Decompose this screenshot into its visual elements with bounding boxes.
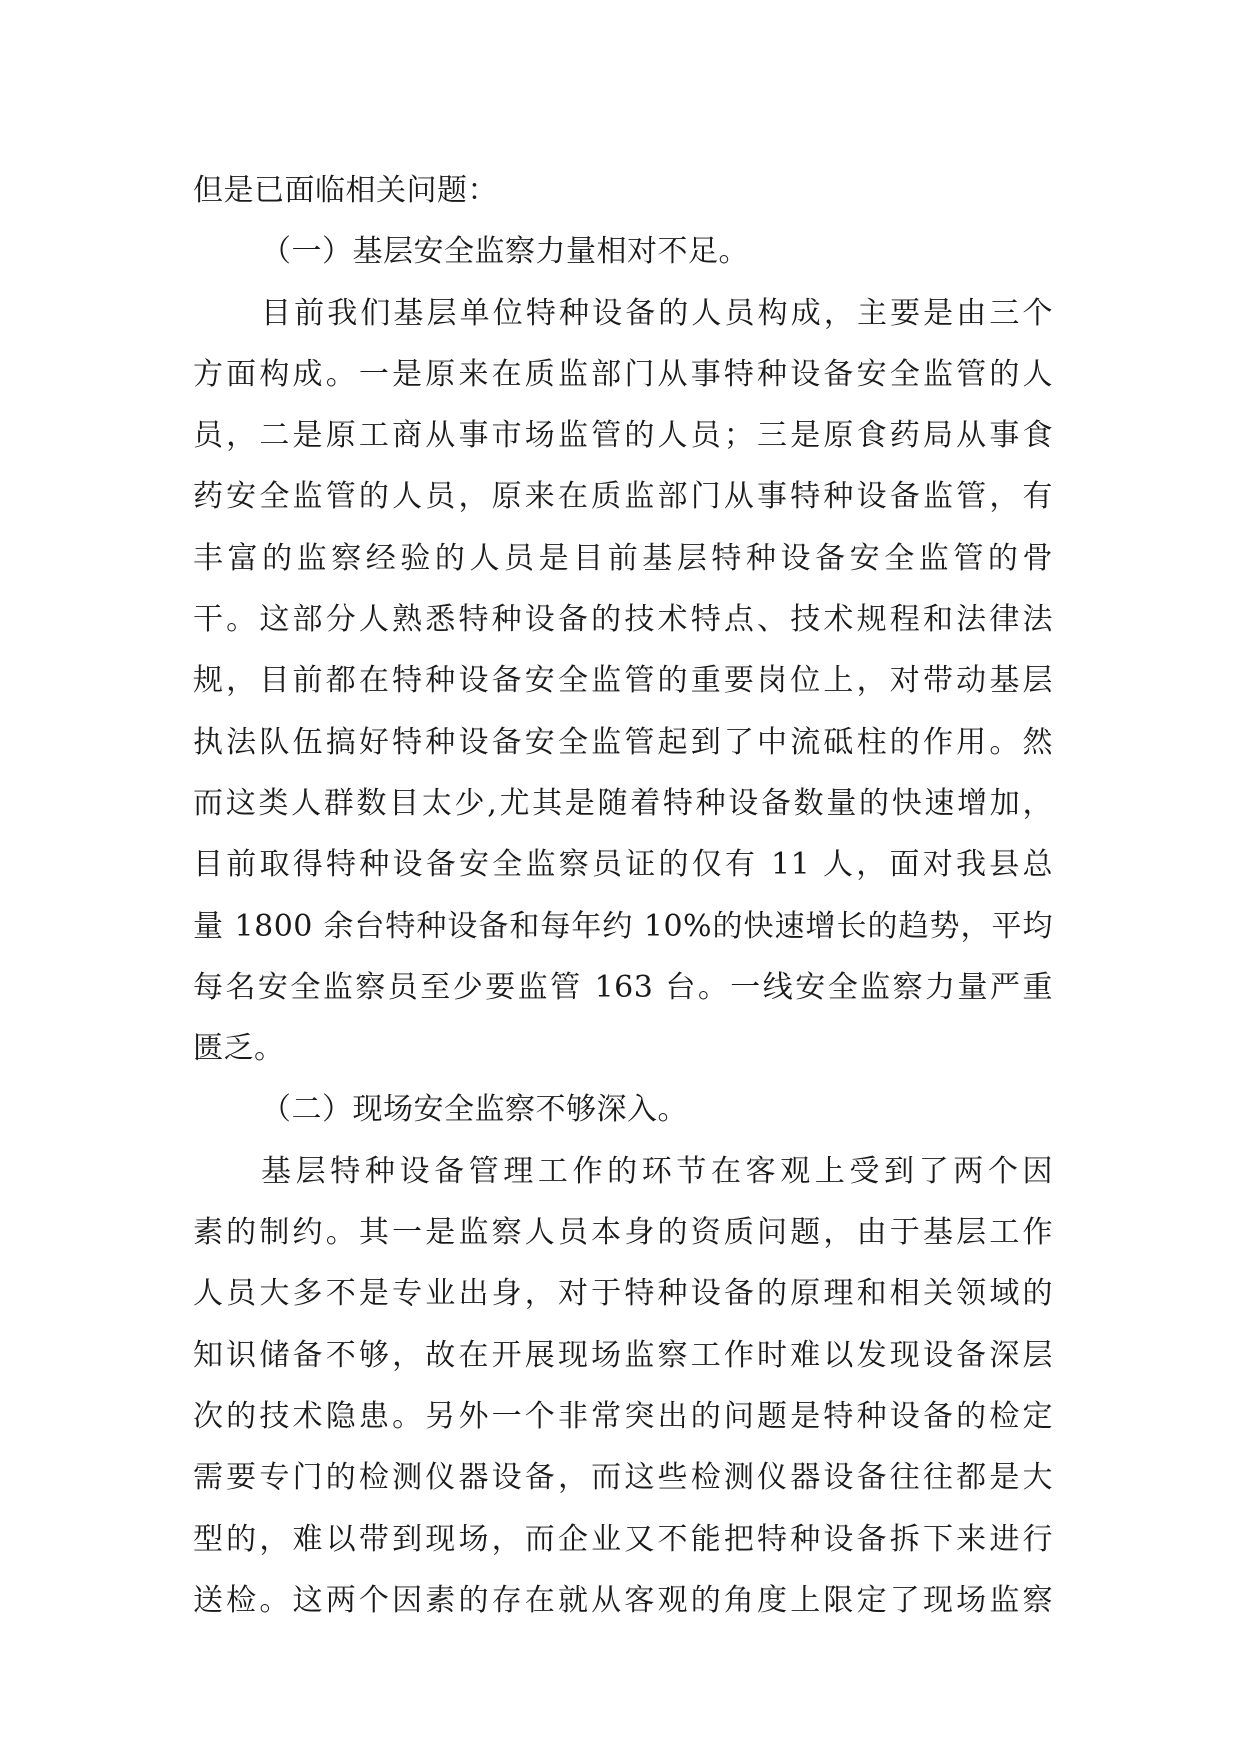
paragraph-line: 目前取得特种设备安全监察员证的仅有 11 人，面对我县总	[193, 847, 1053, 883]
paragraph-line: 但是已面临相关问题：	[193, 173, 498, 208]
paragraph-line: 药安全监管的人员，原来在质监部门从事特种设备监管，有	[193, 479, 1053, 515]
paragraph-line: 而这类人群数目太少,尤其是随着特种设备数量的快速增加，	[193, 785, 1053, 821]
paragraph-line: 目前我们基层单位特种设备的人员构成，主要是由三个	[261, 295, 1053, 331]
paragraph-line: 素的制约。其一是监察人员本身的资质问题，由于基层工作	[193, 1215, 1053, 1251]
paragraph-line: 基层特种设备管理工作的环节在客观上受到了两个因	[261, 1153, 1053, 1189]
paragraph-line: 人员大多不是专业出身，对于特种设备的原理和相关领域的	[193, 1276, 1053, 1312]
document-body	[193, 160, 1053, 1631]
paragraph-line: 型的，难以带到现场，而企业又不能把特种设备拆下来进行	[193, 1521, 1053, 1557]
paragraph-line: 次的技术隐患。另外一个非常突出的问题是特种设备的检定	[193, 1398, 1053, 1434]
paragraph-line: 员，二是原工商从事市场监管的人员；三是原食药局从事食	[193, 418, 1053, 454]
paragraph-line: 丰富的监察经验的人员是目前基层特种设备安全监管的骨	[193, 540, 1053, 576]
paragraph-line: 方面构成。一是原来在质监部门从事特种设备安全监管的人	[193, 356, 1053, 392]
paragraph-line: 匮乏。	[193, 1031, 285, 1067]
section-heading: （二）现场安全监察不够深入。	[261, 1092, 688, 1128]
paragraph-line: 规，目前都在特种设备安全监管的重要岗位上，对带动基层	[193, 663, 1053, 699]
paragraph-line: 每名安全监察员至少要监管 163 台。一线安全监察力量严重	[193, 969, 1053, 1005]
paragraph-line: 干。这部分人熟悉特种设备的技术特点、技术规程和法律法	[193, 602, 1053, 638]
paragraph-line: 需要专门的检测仪器设备，而这些检测仪器设备往往都是大	[193, 1460, 1053, 1496]
paragraph-line: 送检。这两个因素的存在就从客观的角度上限定了现场监察	[193, 1582, 1053, 1618]
paragraph-line: 执法队伍搞好特种设备安全监管起到了中流砥柱的作用。然	[193, 724, 1053, 760]
paragraph-line: 知识储备不够，故在开展现场监察工作时难以发现设备深层	[193, 1337, 1053, 1373]
paragraph-line: 量 1800 余台特种设备和每年约 10%的快速增长的趋势，平均	[193, 908, 1053, 944]
section-heading: （一）基层安全监察力量相对不足。	[261, 234, 749, 270]
